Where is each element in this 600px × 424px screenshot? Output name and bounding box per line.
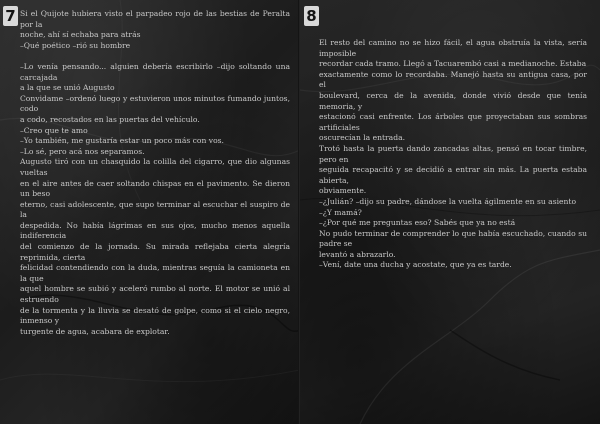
text-line: de la tormenta y la lluvia se desató de golpe, como si el cielo negro, inmenso y	[20, 305, 290, 326]
page-number: 7	[3, 6, 18, 26]
text-line: en el aire antes de caer soltando chispas en el pavimento. Se dieron un beso	[20, 178, 290, 199]
text-line: –¿Por qué me preguntas eso? Sabés que ya no está	[319, 218, 516, 228]
left-page-text	[20, 9, 290, 337]
text-line: No pudo terminar de comprender lo que había escuchado, cuando su padre se	[319, 228, 587, 249]
text-line: boulevard, cerca de la avenida, donde vivió desde que tenía memoria, y	[319, 90, 587, 111]
text-line: Si el Quijote hubiera visto el parpadeo rojo de las bestias de Peralta por la	[20, 9, 290, 29]
text-line: del comienzo de la jornada. Su mirada reflejaba cierta alegría reprimida, cierta	[20, 242, 290, 262]
right-page-text	[319, 38, 587, 271]
text-line: a codo, recostados en las puertas del vehículo.	[20, 114, 200, 124]
text-line: –Lo venía pensando... alguien debería escribirlo –dijo soltando una carcajada	[20, 61, 290, 82]
text-line: obviamente.	[319, 186, 367, 196]
text-line: turgente de agua, acabara de explotar.	[20, 326, 170, 336]
text-line: –Lo sé, pero acá nos separamos.	[20, 146, 145, 156]
text-line: levantó a abrazarlo.	[319, 249, 396, 259]
text-line: a la que se unió Augusto	[20, 83, 115, 93]
text-line: seguida recapacitó y se decidió a entrar sin más. La puerta estaba abierta,	[319, 165, 587, 185]
text-line: Convidame –ordenó luego y estuvieron unos minutos fumando juntos, codo	[20, 93, 290, 114]
text-line: –Qué poético –rió su hombre	[20, 40, 131, 50]
page-number: 8	[304, 6, 319, 26]
text-line: estacionó casi enfrente. Los árboles que proyectaban sus sombras artificiales	[319, 112, 587, 132]
right-page	[300, 0, 600, 424]
text-line: oscurecían la entrada.	[319, 133, 406, 143]
text-line: despedida. No había lágrimas en sus ojos, mucho menos aquella indiferencia	[20, 220, 290, 241]
text-line: Augusto tiró con un chasquido la colilla del cigarro, que dio algunas vueltas	[20, 157, 290, 177]
text-line: eterno, casi adolescente, que supo terminar al escuchar el suspiro de la	[20, 199, 290, 220]
text-line: recordar cada tramo. Llegó a Tacuarembó casi a medianoche. Estaba	[319, 59, 587, 69]
text-line: aquel hombre se subió y aceleró rumbo al norte. El motor se unió al estruendo	[20, 284, 290, 305]
text-line: felicidad contendiendo con la duda, mientras seguía la camioneta en la que	[20, 263, 290, 283]
text-line: –Yo también, me gustaría estar un poco más con vos.	[20, 136, 224, 146]
text-line: –Vení, date una ducha y acostate, que ya es tarde.	[319, 260, 512, 270]
text-line: –Creo que te amo	[20, 125, 88, 135]
text-line: exactamente como lo recordaba. Manejó hasta su antigua casa, por el	[319, 69, 587, 90]
text-line: noche, ahí sí echaba para atrás	[20, 30, 141, 40]
text-line: –¿Y mamá?	[319, 207, 362, 217]
text-line: El resto del camino no se hizo fácil, el agua obstruía la vista, sería imposible	[319, 38, 587, 58]
text-line: –¿Julián? –dijo su padre, dándose la vuelta ágilmente en su asiento	[319, 196, 577, 206]
text-line: Trotó hasta la puerta dando zancadas altas, pensó en tocar timbre, pero en	[319, 143, 587, 164]
